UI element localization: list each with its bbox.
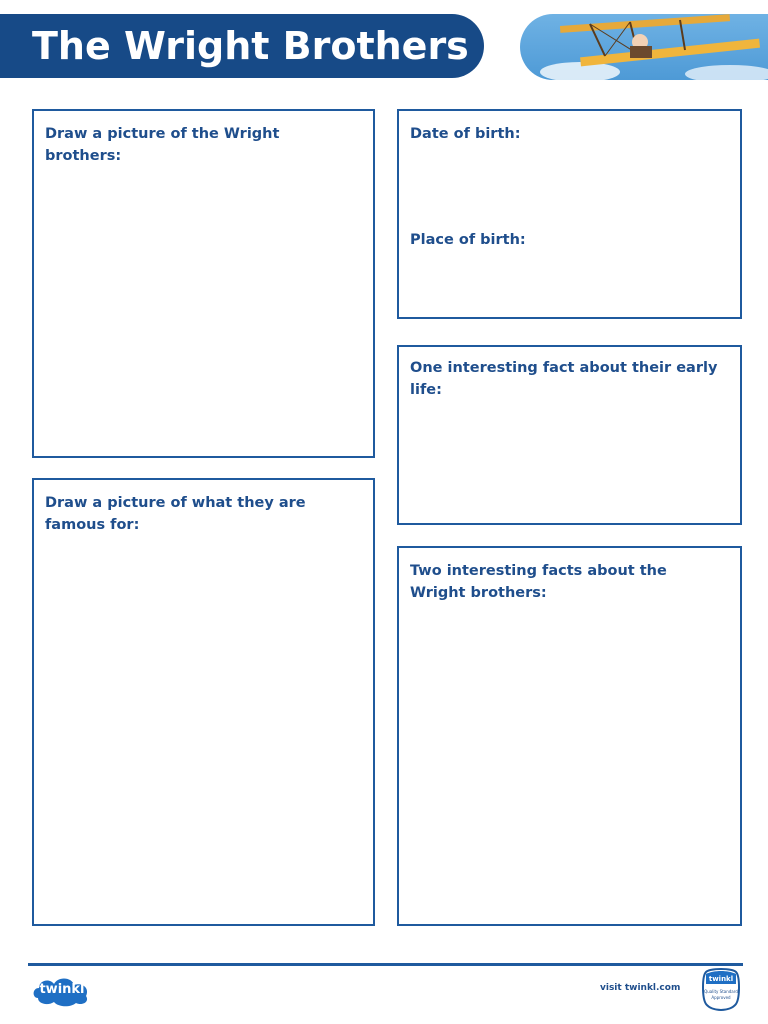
draw-brothers-box[interactable]	[32, 109, 375, 458]
two-facts-box[interactable]	[397, 546, 742, 926]
early-life-fact-prompt: One interesting fact about their early life:	[410, 360, 718, 398]
page-title: The Wright Brothers	[32, 24, 469, 68]
two-facts-prompt: Two interesting facts about the Wright brothers:	[410, 563, 667, 601]
place-of-birth-label: Place of birth:	[410, 232, 526, 248]
badge-quality: Quality Standard	[704, 989, 738, 994]
draw-famous-prompt: Draw a picture of what they are famous for:	[45, 495, 306, 533]
date-of-birth-label: Date of birth:	[410, 126, 521, 142]
draw-famous-box[interactable]	[32, 478, 375, 926]
biplane-illustration	[520, 14, 768, 80]
badge-brand: twinkl	[708, 975, 734, 983]
title-banner	[0, 14, 484, 78]
badge-approved: Approved	[711, 995, 731, 1000]
early-life-fact-box[interactable]	[397, 345, 742, 525]
quality-standard-badge	[700, 968, 742, 1014]
footer-divider	[28, 963, 743, 966]
draw-brothers-prompt: Draw a picture of the Wright brothers:	[45, 126, 280, 164]
twinkl-logo	[30, 972, 94, 1008]
twinkl-logo-text: twinkl	[39, 982, 85, 997]
birth-details-box[interactable]	[397, 109, 742, 319]
visit-link[interactable]: visit twinkl.com	[600, 983, 681, 993]
